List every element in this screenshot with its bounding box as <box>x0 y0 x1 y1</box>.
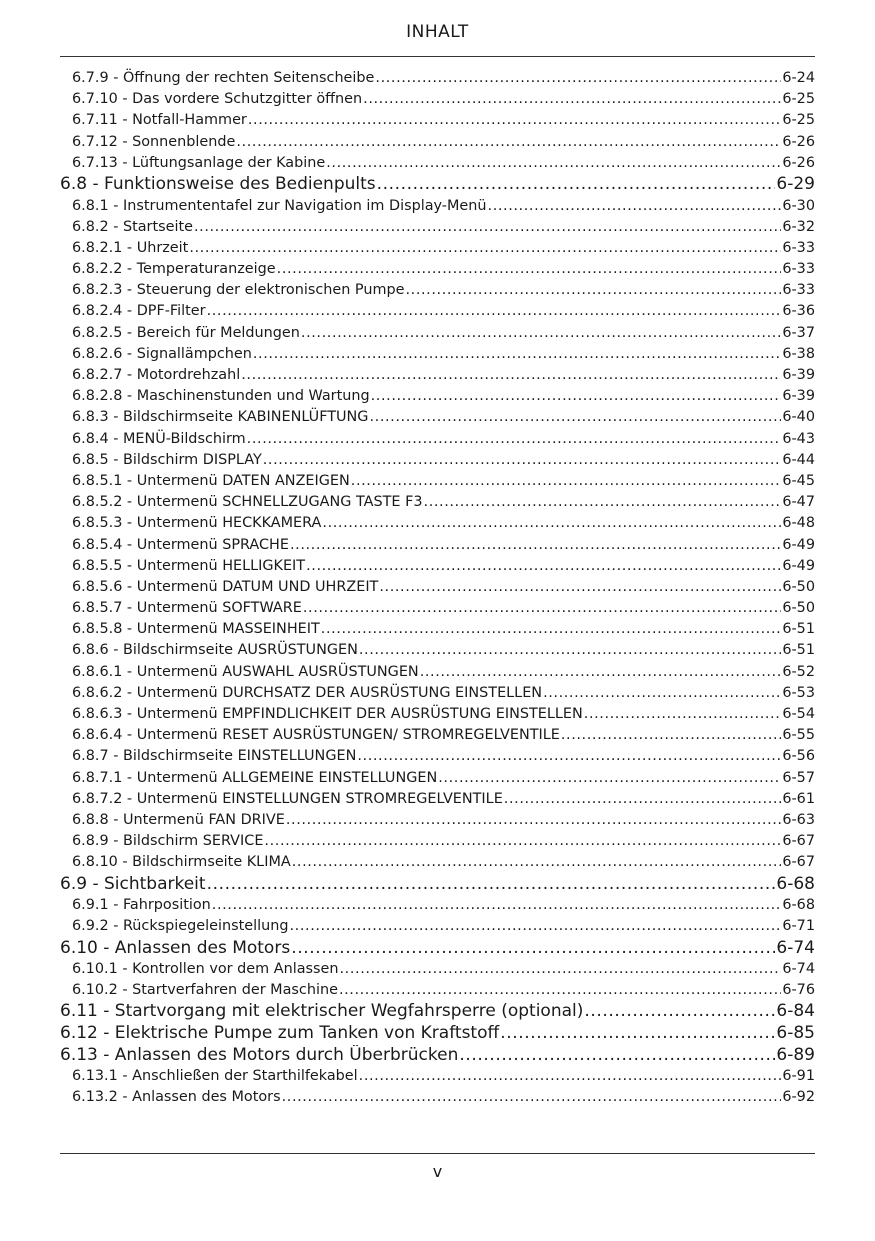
toc-subsection-entry[interactable] <box>60 577 815 598</box>
toc-entry-page: 6-91 <box>782 1068 815 1085</box>
toc-dot-leader <box>339 980 781 1001</box>
toc-dot-leader <box>377 174 776 196</box>
toc-subsection-entry[interactable] <box>60 535 815 556</box>
toc-entry-title: 6.8.5.1 - Untermenü DATEN ANZEIGEN <box>72 472 350 489</box>
toc-entry-page: 6-89 <box>776 1044 815 1065</box>
toc-dot-leader <box>277 259 782 280</box>
footer-divider <box>60 1153 815 1154</box>
toc-entry-page: 6-74 <box>782 961 815 978</box>
toc-dot-leader <box>363 89 781 110</box>
toc-entry-page: 6-45 <box>782 472 815 489</box>
toc-entry-title: 6.7.12 - Sonnenblende <box>72 133 236 150</box>
toc-dot-leader <box>253 344 781 365</box>
toc-entry-page: 6-33 <box>782 261 815 278</box>
toc-entry-page: 6-74 <box>776 937 815 958</box>
toc-entry-title: 6.8.2.5 - Bereich für Meldungen <box>72 324 300 341</box>
toc-entry-page: 6-51 <box>782 642 815 659</box>
toc-subsection-entry[interactable] <box>60 344 815 365</box>
toc-subsection-entry[interactable] <box>60 196 815 217</box>
toc-dot-leader <box>359 1066 782 1087</box>
toc-dot-leader <box>207 301 782 322</box>
toc-entry-title: 6.8.5.2 - Untermenü SCHNELLZUGANG TASTE F3 <box>72 494 423 511</box>
toc-subsection-entry[interactable] <box>60 68 815 89</box>
toc-entry-title: 6.8.5.8 - Untermenü MASSEINHEIT <box>72 621 320 638</box>
toc-entry-title: 6.8.9 - Bildschirm SERVICE <box>72 833 264 850</box>
toc-dot-leader <box>189 238 781 259</box>
toc-dot-leader <box>405 280 781 301</box>
toc-dot-leader <box>504 789 782 810</box>
toc-entry-page: 6-30 <box>782 197 815 214</box>
toc-entry-title: 6.8.6.4 - Untermenü RESET AUSRÜSTUNGEN/ STROMREGELVENTILE <box>72 727 560 744</box>
toc-entry-page: 6-47 <box>782 494 815 511</box>
toc-subsection-entry[interactable] <box>60 959 815 980</box>
toc-entry-page: 6-33 <box>782 239 815 256</box>
toc-entry-title: 6.8 - Funktionsweise des Bedienpults <box>60 173 376 194</box>
toc-dot-leader <box>303 598 781 619</box>
toc-section-entry[interactable] <box>60 174 815 196</box>
toc-subsection-entry[interactable] <box>60 429 815 450</box>
toc-entry-page: 6-85 <box>776 1023 815 1044</box>
toc-subsection-entry[interactable] <box>60 407 815 428</box>
toc-entry-title: 6.10.2 - Startverfahren der Maschine <box>72 982 338 999</box>
toc-subsection-entry[interactable] <box>60 217 815 238</box>
toc-entry-title: 6.8.6.3 - Untermenü EMPFINDLICHKEIT DER AUSRÜSTUNG EINSTELLEN <box>72 706 583 723</box>
toc-dot-leader <box>351 471 782 492</box>
toc-dot-leader <box>241 365 781 386</box>
toc-entry-title: 6.8.2.3 - Steuerung der elektronischen Pumpe <box>72 282 405 299</box>
toc-dot-leader <box>357 746 781 767</box>
toc-dot-leader <box>375 68 781 89</box>
toc-entry-title: 6.8.2.6 - Signallämpchen <box>72 345 252 362</box>
toc-entry-page: 6-56 <box>782 748 815 765</box>
toc-entry-page: 6-29 <box>776 173 815 194</box>
toc-entry-title: 6.11 - Startvorgang mit elektrischer Wegfahrsperre (optional) <box>60 1001 584 1022</box>
toc-dot-leader <box>236 132 781 153</box>
toc-dot-leader <box>500 1023 775 1045</box>
page-number: v <box>432 1162 443 1181</box>
toc-subsection-entry[interactable] <box>60 386 815 407</box>
toc-dot-leader <box>282 1087 782 1108</box>
toc-subsection-entry[interactable] <box>60 662 815 683</box>
toc-entry-title: 6.8.5.3 - Untermenü HECKKAMERA <box>72 515 322 532</box>
toc-entry-page: 6-32 <box>782 218 815 235</box>
toc-dot-leader <box>264 831 781 852</box>
toc-entry-page: 6-38 <box>782 345 815 362</box>
toc-entry-title: 6.8.5.5 - Untermenü HELLIGKEIT <box>72 557 306 574</box>
toc-entry-title: 6.8.5.4 - Untermenü SPRACHE <box>72 536 289 553</box>
toc-entry-title: 6.9.2 - Rückspiegeleinstellung <box>72 918 289 935</box>
toc-entry-page: 6-55 <box>782 727 815 744</box>
toc-subsection-entry[interactable] <box>60 619 815 640</box>
toc-dot-leader <box>326 153 781 174</box>
toc-dot-leader <box>488 196 782 217</box>
toc-subsection-entry[interactable] <box>60 852 815 873</box>
toc-entry-title: 6.10 - Anlassen des Motors <box>60 937 291 958</box>
toc-entry-page: 6-24 <box>782 70 815 86</box>
toc-entry-page: 6-84 <box>776 1001 815 1022</box>
toc-dot-leader <box>584 1001 775 1023</box>
toc-subsection-entry[interactable] <box>60 89 815 110</box>
toc-section-entry[interactable] <box>60 1001 815 1023</box>
toc-dot-leader <box>379 577 781 598</box>
toc-entry-page: 6-61 <box>782 790 815 807</box>
toc-dot-leader <box>420 662 782 683</box>
toc-dot-leader <box>301 323 781 344</box>
toc-dot-leader <box>207 874 776 896</box>
toc-dot-leader <box>543 683 781 704</box>
toc-subsection-entry[interactable] <box>60 450 815 471</box>
toc-subsection-entry[interactable] <box>60 768 815 789</box>
toc-entry-title: 6.7.11 - Notfall-Hammer <box>72 112 247 129</box>
toc-dot-leader <box>561 725 781 746</box>
toc-section-entry[interactable] <box>60 1045 815 1067</box>
toc-entry-page: 6-49 <box>782 536 815 553</box>
toc-entry-page: 6-50 <box>782 578 815 595</box>
toc-dot-leader <box>263 450 782 471</box>
toc-entry-title: 6.9.1 - Fahrposition <box>72 897 211 914</box>
toc-entry-title: 6.13.2 - Anlassen des Motors <box>72 1089 281 1106</box>
toc-entry-page: 6-67 <box>782 833 815 850</box>
toc-entry-page: 6-44 <box>782 451 815 468</box>
toc-entry-title: 6.8.2.8 - Maschinenstunden und Wartung <box>72 388 370 405</box>
toc-dot-leader <box>286 810 781 831</box>
toc-entry-title: 6.8.2.1 - Uhrzeit <box>72 239 189 256</box>
toc-subsection-entry[interactable] <box>60 471 815 492</box>
toc-entry-page: 6-39 <box>782 367 815 384</box>
toc-entry-title: 6.13 - Anlassen des Motors durch Überbrücken <box>60 1044 459 1065</box>
toc-dot-leader <box>438 768 781 789</box>
toc-entry-title: 6.8.3 - Bildschirmseite KABINENLÜFTUNG <box>72 409 369 426</box>
toc-entry-page: 6-26 <box>782 133 815 150</box>
toc-entry-title: 6.8.10 - Bildschirmseite KLIMA <box>72 854 291 871</box>
toc-subsection-entry[interactable] <box>60 365 815 386</box>
toc-dot-leader <box>584 704 782 725</box>
toc-entry-page: 6-67 <box>782 854 815 871</box>
toc-entry-title: 6.8.7 - Bildschirmseite EINSTELLUNGEN <box>72 748 357 765</box>
toc-entry-page: 6-51 <box>782 621 815 638</box>
toc-entry-page: 6-71 <box>782 918 815 935</box>
toc-entry-page: 6-36 <box>782 303 815 320</box>
toc-entry-page: 6-54 <box>782 706 815 723</box>
toc-subsection-entry[interactable] <box>60 746 815 767</box>
toc-subsection-entry[interactable] <box>60 1087 815 1108</box>
toc-subsection-entry[interactable] <box>60 259 815 280</box>
toc-entry-title: 6.9 - Sichtbarkeit <box>60 873 206 894</box>
toc-entry-page: 6-33 <box>782 282 815 299</box>
toc-dot-leader <box>369 407 781 428</box>
toc-entry-title: 6.8.5 - Bildschirm DISPLAY <box>72 451 262 468</box>
toc-entry-page: 6-49 <box>782 557 815 574</box>
toc-entry-title: 6.8.2 - Startseite <box>72 218 193 235</box>
toc-dot-leader <box>291 938 775 960</box>
toc-subsection-entry[interactable] <box>60 513 815 534</box>
toc-entry-title: 6.8.7.2 - Untermenü EINSTELLUNGEN STROMREGELVENTILE <box>72 790 503 807</box>
toc-subsection-entry[interactable] <box>60 831 815 852</box>
toc-entry-title: 6.8.2.2 - Temperaturanzeige <box>72 261 276 278</box>
toc-subsection-entry[interactable] <box>60 598 815 619</box>
toc-dot-leader <box>248 110 781 131</box>
toc-section-entry[interactable] <box>60 938 815 960</box>
toc-subsection-entry[interactable] <box>60 323 815 344</box>
toc-entry-page: 6-68 <box>782 897 815 914</box>
toc-entry-title: 6.8.5.7 - Untermenü SOFTWARE <box>72 600 302 617</box>
toc-entry-title: 6.8.2.4 - DPF-Filter <box>72 303 206 320</box>
toc-entry-title: 6.13.1 - Anschließen der Starthilfekabel <box>72 1068 358 1085</box>
toc-entry-page: 6-92 <box>782 1089 815 1106</box>
toc-entry-page: 6-25 <box>782 112 815 129</box>
toc-section-entry[interactable] <box>60 874 815 896</box>
toc-entry-title: 6.8.7.1 - Untermenü ALLGEMEINE EINSTELLUNGEN <box>72 769 438 786</box>
toc-dot-leader <box>321 619 782 640</box>
toc-dot-leader <box>306 556 781 577</box>
toc-subsection-entry[interactable] <box>60 492 815 513</box>
toc-dot-leader <box>322 513 781 534</box>
toc-entry-page: 6-39 <box>782 388 815 405</box>
toc-entry-page: 6-52 <box>782 663 815 680</box>
toc-dot-leader <box>290 535 781 556</box>
toc-dot-leader <box>424 492 782 513</box>
toc-entry-page: 6-53 <box>782 684 815 701</box>
toc-section-entry[interactable] <box>60 1023 815 1045</box>
toc-entry-title: 6.8.6 - Bildschirmseite AUSRÜSTUNGEN <box>72 642 358 659</box>
toc-entry-page: 6-26 <box>782 154 815 171</box>
toc-entry-page: 6-40 <box>782 409 815 426</box>
toc-entry-page: 6-63 <box>782 811 815 828</box>
toc-entry-title: 6.8.8 - Untermenü FAN DRIVE <box>72 811 285 828</box>
toc-entry-title: 6.10.1 - Kontrollen vor dem Anlassen <box>72 961 339 978</box>
toc-entry-page: 6-37 <box>782 324 815 341</box>
toc-entry-page: 6-43 <box>782 430 815 447</box>
toc-dot-leader <box>371 386 782 407</box>
toc-entry-page: 6-68 <box>776 873 815 894</box>
toc-subsection-entry[interactable] <box>60 238 815 259</box>
toc-entry-title: 6.7.13 - Lüftungsanlage der Kabine <box>72 154 326 171</box>
toc-dot-leader <box>194 217 781 238</box>
toc-dot-leader <box>247 429 782 450</box>
toc-entry-page: 6-76 <box>782 982 815 999</box>
toc-subsection-entry[interactable] <box>60 132 815 153</box>
toc-entry-title: 6.7.9 - Öffnung der rechten Seitenscheibe <box>72 70 375 86</box>
toc-entry-title: 6.8.6.1 - Untermenü AUSWAHL AUSRÜSTUNGEN <box>72 663 419 680</box>
toc-dot-leader <box>290 916 782 937</box>
toc-entry-title: 6.8.1 - Instrumententafel zur Navigation im Display-Menü <box>72 197 487 214</box>
toc-dot-leader <box>340 959 782 980</box>
toc-subsection-entry[interactable] <box>60 916 815 937</box>
toc-subsection-entry[interactable] <box>60 725 815 746</box>
toc-subsection-entry[interactable] <box>60 1066 815 1087</box>
toc-dot-leader <box>459 1045 775 1067</box>
toc-entry-title: 6.12 - Elektrische Pumpe zum Tanken von Kraftstoff <box>60 1023 500 1044</box>
toc-subsection-entry[interactable] <box>60 810 815 831</box>
toc-subsection-entry[interactable] <box>60 704 815 725</box>
toc-subsection-entry[interactable] <box>60 980 815 1001</box>
table-of-contents <box>60 68 815 1109</box>
toc-entry-page: 6-50 <box>782 600 815 617</box>
toc-dot-leader <box>359 640 781 661</box>
toc-entry-title: 6.8.6.2 - Untermenü DURCHSATZ DER AUSRÜSTUNG EINSTELLEN <box>72 684 543 701</box>
toc-subsection-entry[interactable] <box>60 789 815 810</box>
header-divider <box>60 56 815 57</box>
toc-entry-title: 6.8.4 - MENÜ-Bildschirm <box>72 430 246 447</box>
toc-subsection-entry[interactable] <box>60 640 815 661</box>
toc-dot-leader <box>292 852 782 873</box>
toc-subsection-entry[interactable] <box>60 153 815 174</box>
toc-entry-title: 6.7.10 - Das vordere Schutzgitter öffnen <box>72 91 363 108</box>
toc-entry-page: 6-25 <box>782 91 815 108</box>
toc-subsection-entry[interactable] <box>60 895 815 916</box>
toc-dot-leader <box>212 895 782 916</box>
toc-entry-page: 6-48 <box>782 515 815 532</box>
toc-subsection-entry[interactable] <box>60 280 815 301</box>
toc-subsection-entry[interactable] <box>60 556 815 577</box>
toc-entry-title: 6.8.5.6 - Untermenü DATUM UND UHRZEIT <box>72 578 379 595</box>
toc-entry-title: 6.8.2.7 - Motordrehzahl <box>72 367 241 384</box>
toc-entry-page: 6-57 <box>782 769 815 786</box>
toc-subsection-entry[interactable] <box>60 683 815 704</box>
toc-subsection-entry[interactable] <box>60 110 815 131</box>
page-header-title: INHALT <box>406 22 469 42</box>
toc-subsection-entry[interactable] <box>60 301 815 322</box>
